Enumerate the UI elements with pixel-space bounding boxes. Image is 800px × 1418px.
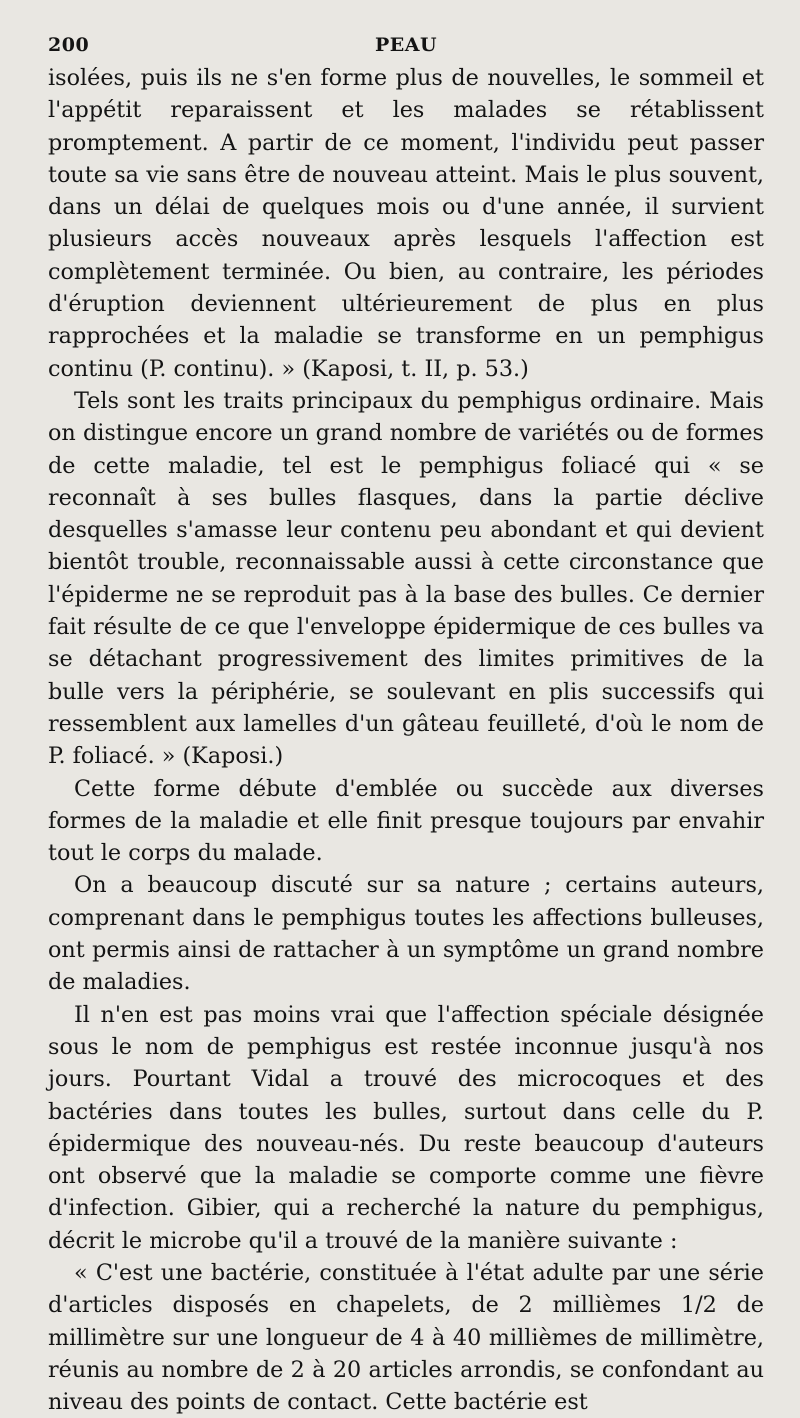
body-text: [48, 62, 764, 1418]
page-header-title: PEAU: [374, 34, 438, 56]
paragraph: On a beaucoup discuté sur sa nature ; certains auteurs, comprenant dans le pemphigus toutes les affections bulleuses, ont permis ainsi de rattacher à un symptôme un grand nombre de maladies.: [48, 872, 764, 996]
paragraph: Tels sont les traits principaux du pemphigus ordinaire. Mais on distingue encore un grand nombre de variétés ou de formes de cette maladie, tel est le pemphigus foliacé qui « se reconnaît à ses bulles flasques, dans la partie déclive desquelles s'amasse leur contenu peu abondant et qui devient bientôt trouble, reconnaissable aussi à cette circonstance que l'épiderme ne se reproduit pas à la base des bulles. Ce dernier fait résulte de ce que l'enveloppe épidermique de ces bulles va se détachant progressivement des limites primitives de la bulle vers la périphérie, se soulevant en plis successifs qui ressemblent aux lamelles d'un gâteau feuilleté, d'où le nom de P. foliacé. » (Kaposi.): [48, 387, 764, 770]
paragraph: isolées, puis ils ne s'en forme plus de nouvelles, le sommeil et l'appétit reparaissent et les malades se rétablissent promptement. A partir de ce moment, l'individu peut passer toute sa vie sans être de nouveau atteint. Mais le plus souvent, dans un délai de quelques mois ou d'une année, il survient plusieurs accès nouveaux après lesquels l'affection est complètement terminée. Ou bien, au contraire, les périodes d'éruption deviennent ultérieurement de plus en plus rapprochées et la maladie se transforme en un pemphigus continu (P. continu). » (Kaposi, t. II, p. 53.): [48, 65, 764, 382]
paragraph: Il n'en est pas moins vrai que l'affection spéciale désignée sous le nom de pemphigus est restée inconnue jusqu'à nos jours. Pourtant Vidal a trouvé des microcoques et des bactéries dans toutes les bulles, surtout dans celle du P. épidermique des nouveau-nés. Du reste beaucoup d'auteurs ont observé que la maladie se comporte comme une fièvre d'infection. Gibier, qui a recherché la nature du pemphigus, décrit le microbe qu'il a trouvé de la manière suivante :: [48, 1001, 764, 1254]
running-head: [48, 30, 764, 62]
page-number: 200: [48, 34, 90, 56]
paragraph: Cette forme débute d'emblée ou succède aux diverses formes de la maladie et elle finit presque toujours par envahir tout le corps du malade.: [48, 775, 764, 867]
paragraph: « C'est une bactérie, constituée à l'état adulte par une série d'articles disposés en chapelets, de 2 millièmes 1/2 de millimètre sur une longueur de 4 à 40 millièmes de millimètre, réunis au nombre de 2 à 20 articles arrondis, se confondant au niveau des points de contact. Cette bactérie est: [48, 1259, 764, 1416]
